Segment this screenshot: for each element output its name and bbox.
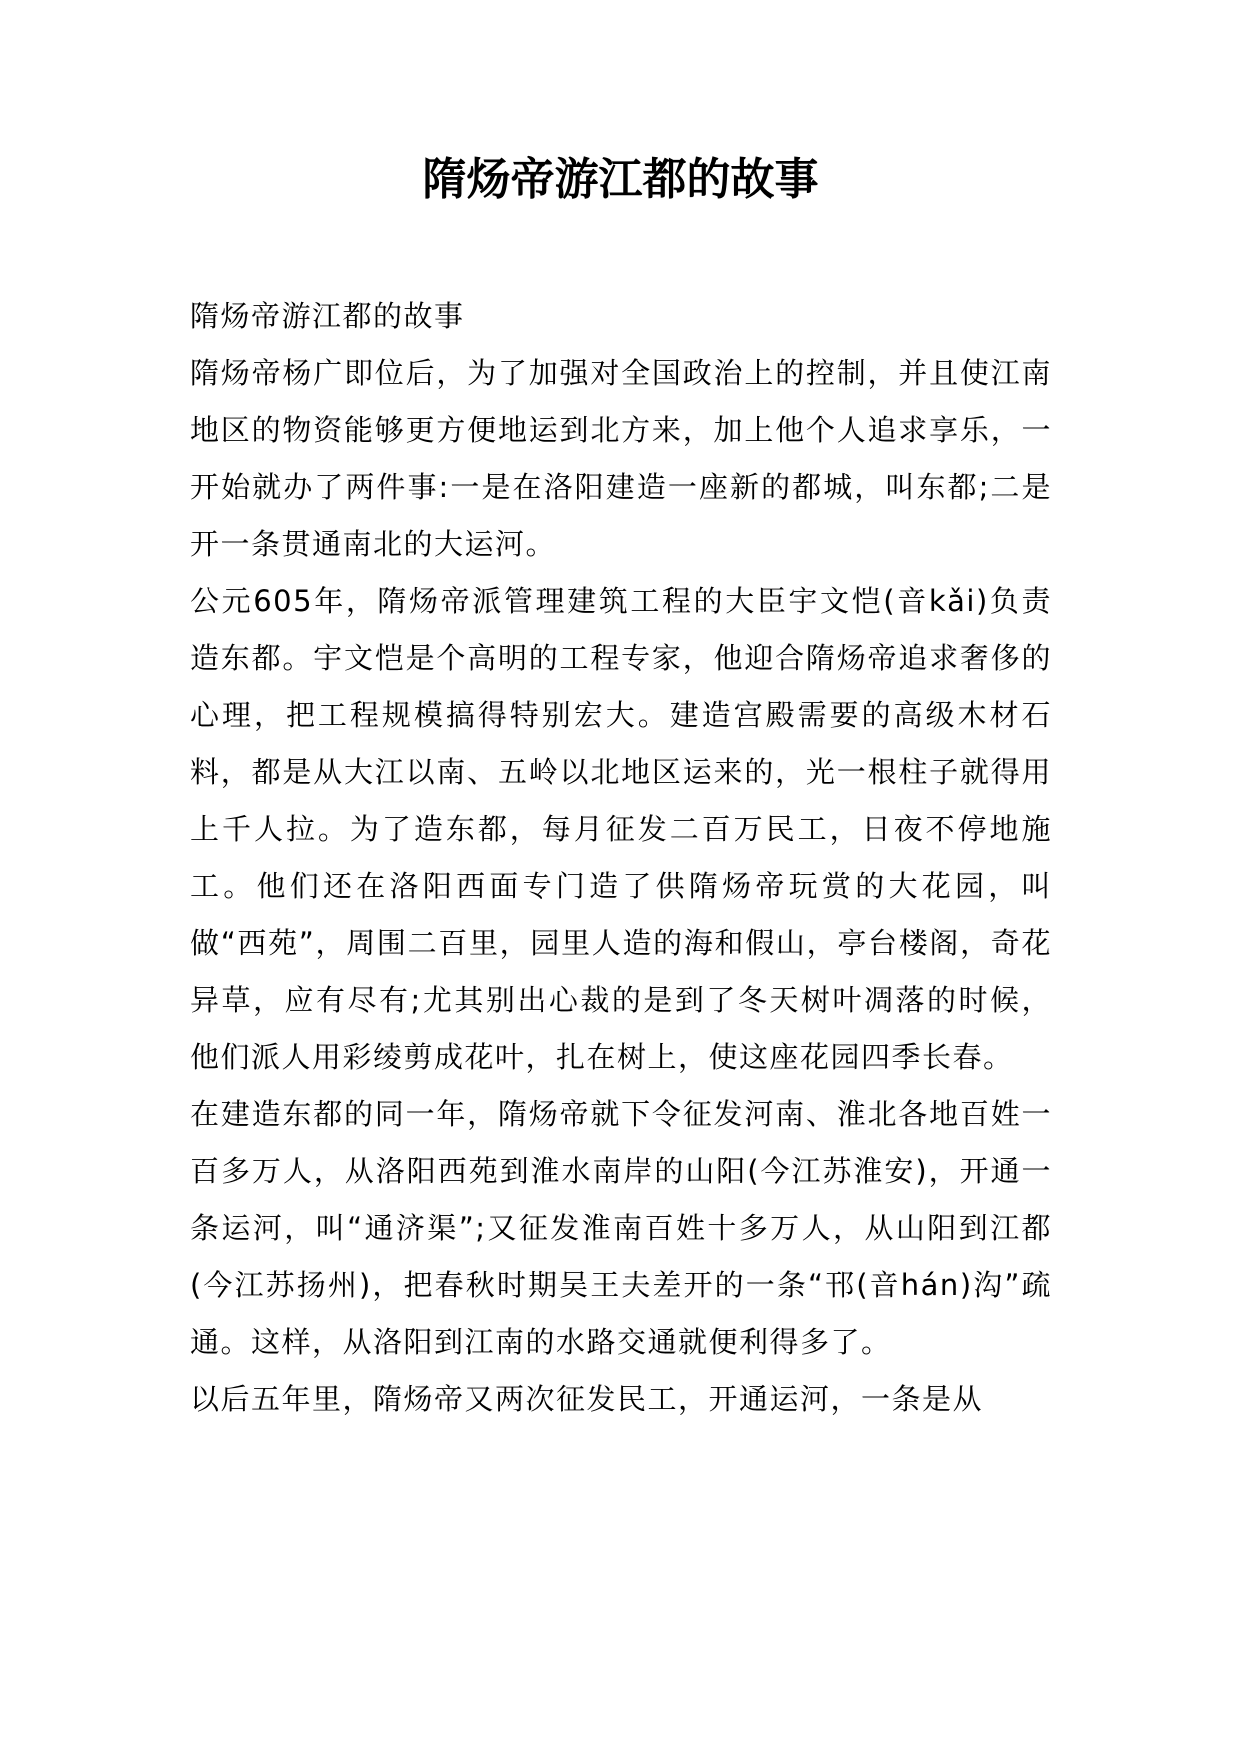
body-paragraph: 在建造东都的同一年，隋炀帝就下令征发河南、淮北各地百姓一百多万人，从洛阳西苑到淮水南岸的山阳(今江苏淮安)，开通一条运河，叫“通济渠”;又征发淮南百姓十多万人，从山阳到江都(今江苏扬州)，把春秋时期吴王夫差开的一条“邗(音hán)沟”疏通。这样，从洛阳到江南的水路交通就便利得多了。 xyxy=(190,1097,1052,1359)
body-paragraph: 以后五年里，隋炀帝又两次征发民工，开通运河，一条是从 xyxy=(190,1382,984,1416)
document-body xyxy=(190,288,1052,1428)
body-paragraph: 隋炀帝杨广即位后，为了加强对全国政治上的控制，并且使江南地区的物资能够更方便地运到北方来，加上他个人追求享乐，一开始就办了两件事:一是在洛阳建造一座新的都城，叫东都;二是开一条贯通南北的大运河。 xyxy=(190,356,1052,561)
body-paragraph: 公元605年，隋炀帝派管理建筑工程的大臣宇文恺(音kǎi)负责造东都。宇文恺是个高明的工程专家，他迎合隋炀帝追求奢侈的心理，把工程规模搞得特别宏大。建造宫殿需要的高级木材石料，都是从大江以南、五岭以北地区运来的，光一根柱子就得用上千人拉。为了造东都，每月征发二百万民工，日夜不停地施工。他们还在洛阳西面专门造了供隋炀帝玩赏的大花园，叫做“西苑”，周围二百里，园里人造的海和假山，亭台楼阁，奇花异草，应有尽有;尤其别出心裁的是到了冬天树叶凋落的时候，他们派人用彩绫剪成花叶，扎在树上，使这座花园四季长春。 xyxy=(190,584,1052,1074)
subtitle-paragraph: 隋炀帝游江都的故事 xyxy=(190,299,465,333)
document-title: 隋炀帝游江都的故事 xyxy=(422,154,819,205)
